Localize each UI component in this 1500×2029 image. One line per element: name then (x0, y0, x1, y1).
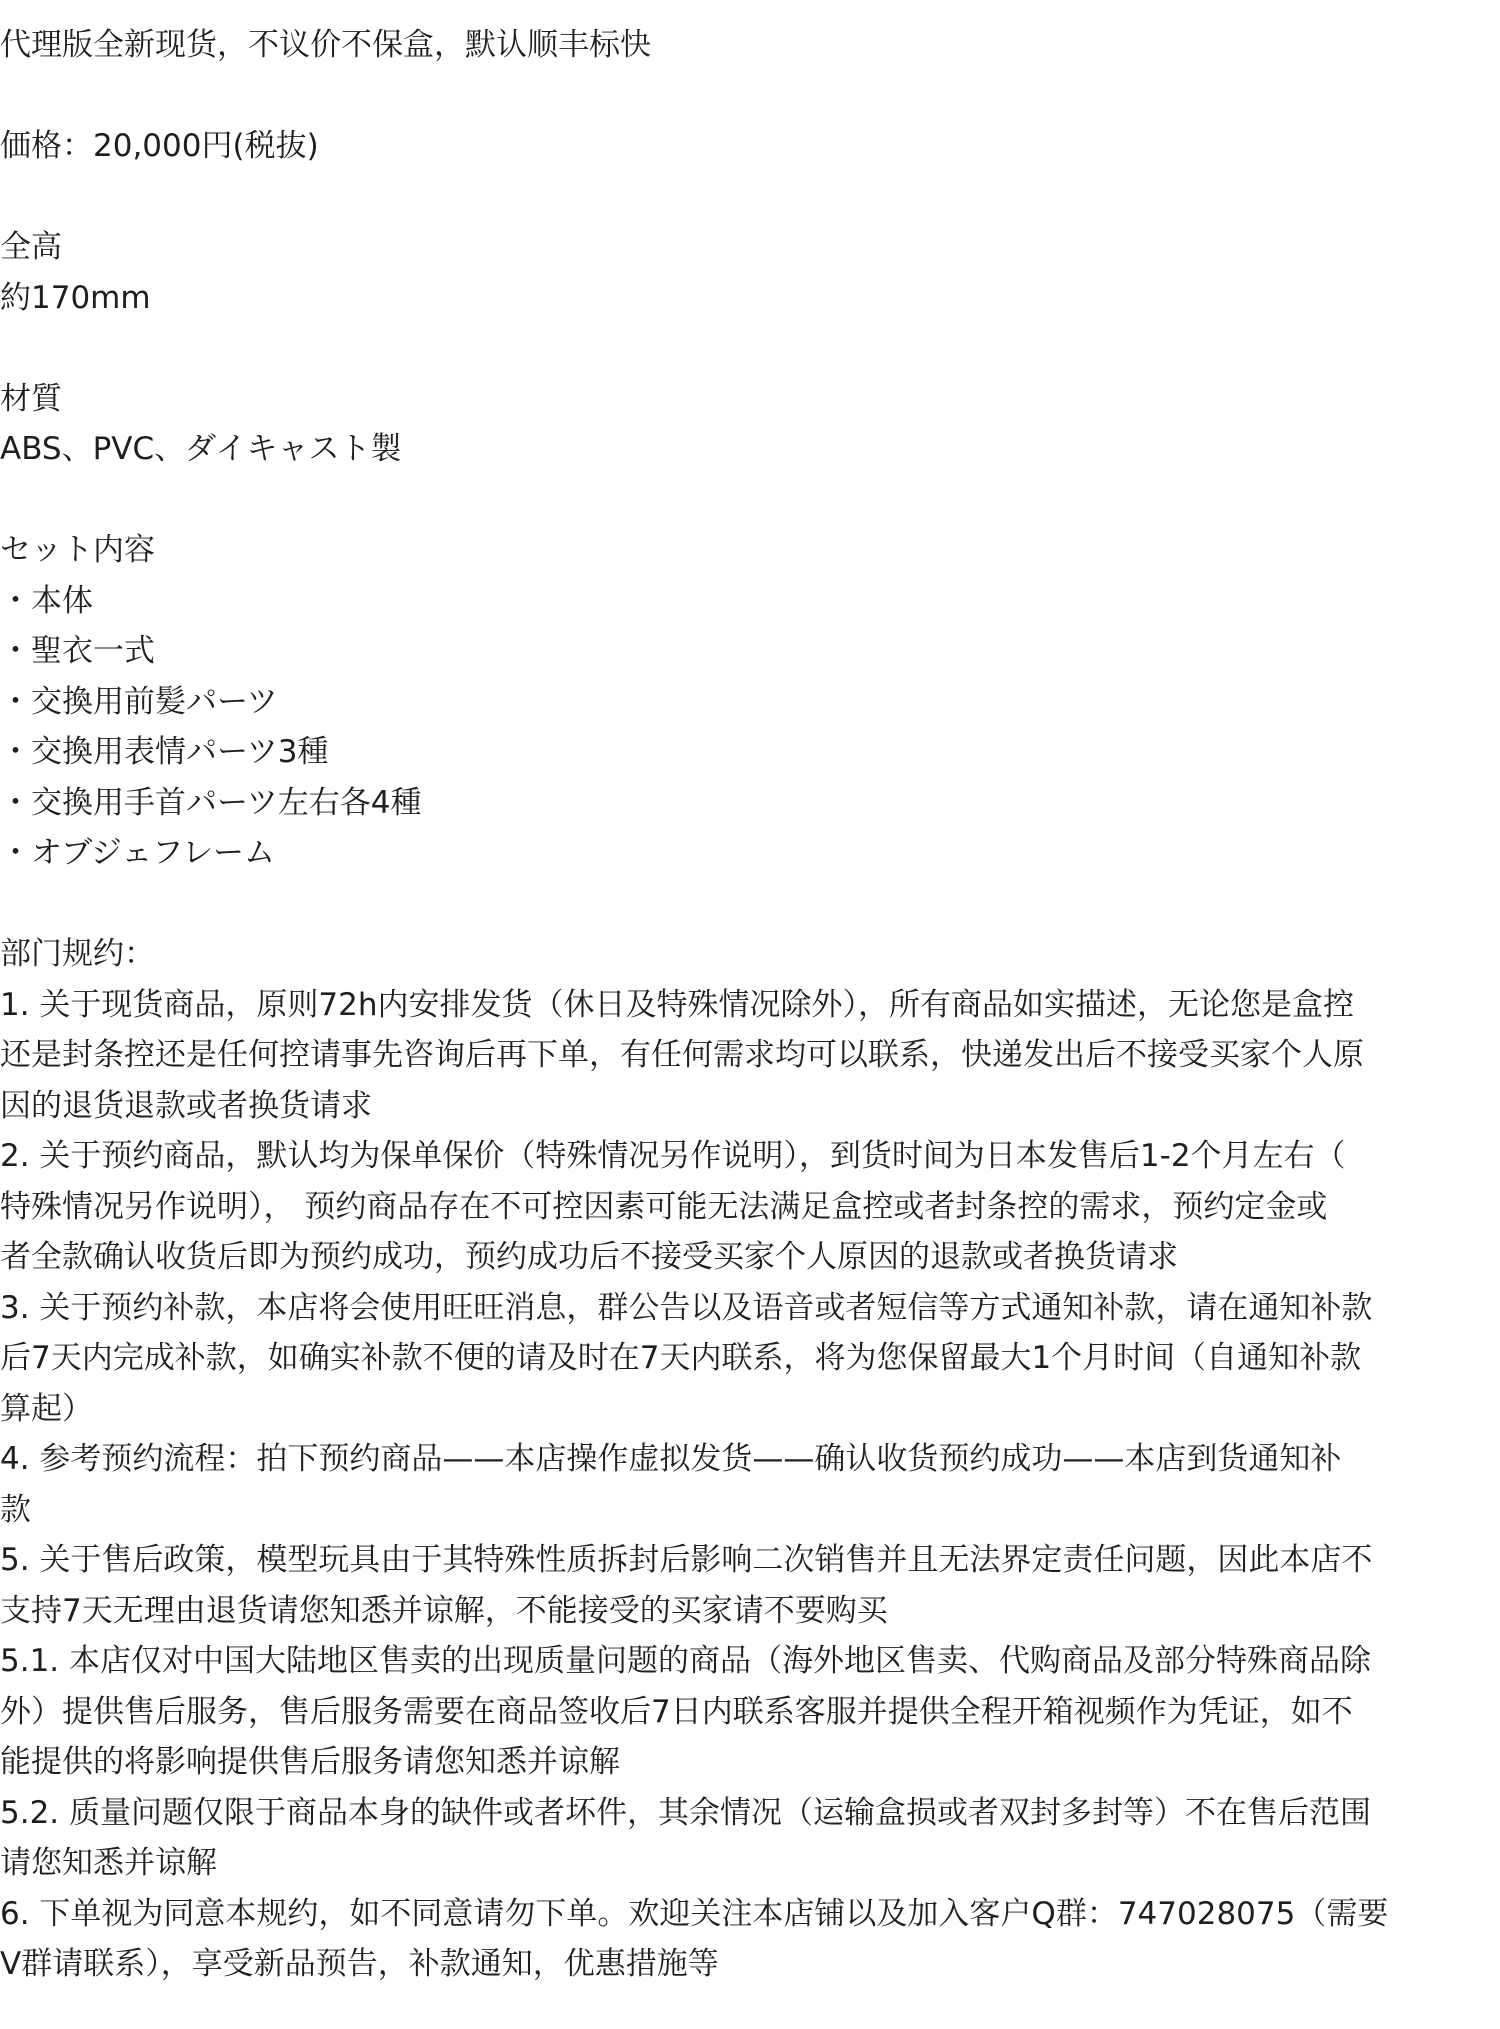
spacer (0, 172, 1495, 223)
rule-line: 6. 下单视为同意本规约，如不同意请勿下单。欢迎关注本店铺以及加入客户Q群：747028075（需要 (0, 1895, 1389, 1932)
rule-line: V群请联系），享受新品预告，补款通知，优惠措施等 (0, 1946, 719, 1982)
rule-line: 款 (0, 1491, 31, 1528)
rule-item-1 (0, 980, 1495, 1132)
rule-line: 3. 关于预约补款，本店将会使用旺旺消息，群公告以及语音或者短信等方式通知补款，请在通知补款 (0, 1289, 1373, 1326)
set-contents-item: ・本体 (0, 582, 93, 619)
set-contents-item: ・交換用表情パーツ3種 (0, 734, 329, 770)
rule-item-4 (0, 1434, 1495, 1535)
rule-line: 5. 关于售后政策，模型玩具由于其特殊性质拆封后影响二次销售并且无法界定责任问题，因此本店不 (0, 1542, 1373, 1578)
intro-text: 代理版全新现货，不议价不保盒，默认顺丰标快 (0, 27, 651, 63)
rule-item-5-2 (0, 1788, 1495, 1889)
rule-line: 4. 参考预约流程：拍下预约商品——本店操作虚拟发货——确认收货预约成功——本店到货通知补 (0, 1441, 1342, 1477)
rule-line: 还是封条控还是任何控请事先咨询后再下单，有任何需求均可以联系，快递发出后不接受买家个人原 (0, 1037, 1364, 1073)
rule-item-2 (0, 1131, 1495, 1283)
set-contents-item: ・交換用手首パーツ左右各4種 (0, 784, 422, 821)
material-label: 材質 (0, 380, 62, 417)
rule-line: 1. 关于现货商品，原则72h内安排发货（休日及特殊情况除外），所有商品如实描述，无论您是盒控 (0, 986, 1355, 1023)
set-contents-item: ・聖衣一式 (0, 633, 155, 669)
set-contents-item: ・交換用前髪パーツ (0, 683, 278, 720)
height-label: 全高 (0, 229, 62, 265)
spacer (0, 475, 1495, 526)
rule-line: 5.2. 质量问题仅限于商品本身的缺件或者坏件，其余情况（运输盒损或者双封多封等）不在售后范围 (0, 1794, 1372, 1831)
rule-item-6 (0, 1889, 1495, 1990)
rule-line: 请您知悉并谅解 (0, 1845, 217, 1881)
rule-line: 算起） (0, 1390, 93, 1427)
rule-line: 能提供的将影响提供售后服务请您知悉并谅解 (0, 1744, 620, 1780)
spacer (0, 879, 1495, 930)
rule-line: 特殊情况另作说明）， 预约商品存在不可控因素可能无法满足盒控或者封条控的需求，预约定金或 (0, 1188, 1328, 1225)
rule-item-5-1 (0, 1636, 1495, 1788)
material-value: ABS、PVC、ダイキャスト製 (0, 431, 402, 467)
rule-line: 者全款确认收货后即为预约成功，预约成功后不接受买家个人原因的退款或者换货请求 (0, 1239, 1178, 1275)
rule-line: 因的退货退款或者换货请求 (0, 1087, 372, 1124)
rule-line: 2. 关于预约商品，默认均为保单保价（特殊情况另作说明），到货时间为日本发售后1-2个月左右（ (0, 1138, 1346, 1174)
rule-line: 5.1. 本店仅对中国大陆地区售卖的出现质量问题的商品（海外地区售卖、代购商品及部分特殊商品除 (0, 1643, 1372, 1679)
rule-line: 外）提供售后服务，售后服务需要在商品签收后7日内联系客服并提供全程开箱视频作为凭证，如不 (0, 1693, 1353, 1730)
product-description (0, 20, 1495, 1990)
rules-label: 部门规约： (0, 936, 155, 972)
price-text: 価格：20,000円(税抜) (0, 128, 319, 164)
set-contents-item: ・オブジェフレーム (0, 835, 275, 871)
rule-line: 支持7天无理由退货请您知悉并谅解，不能接受的买家请不要购买 (0, 1592, 888, 1629)
set-contents-label: セット内容 (0, 532, 155, 568)
rule-item-3 (0, 1283, 1495, 1435)
height-value: 約170mm (0, 279, 151, 316)
rule-item-5 (0, 1535, 1495, 1636)
rule-line: 后7天内完成补款，如确实补款不便的请及时在7天内联系，将为您保留最大1个月时间（自通知补款 (0, 1340, 1362, 1376)
spacer (0, 323, 1495, 374)
spacer (0, 71, 1495, 122)
